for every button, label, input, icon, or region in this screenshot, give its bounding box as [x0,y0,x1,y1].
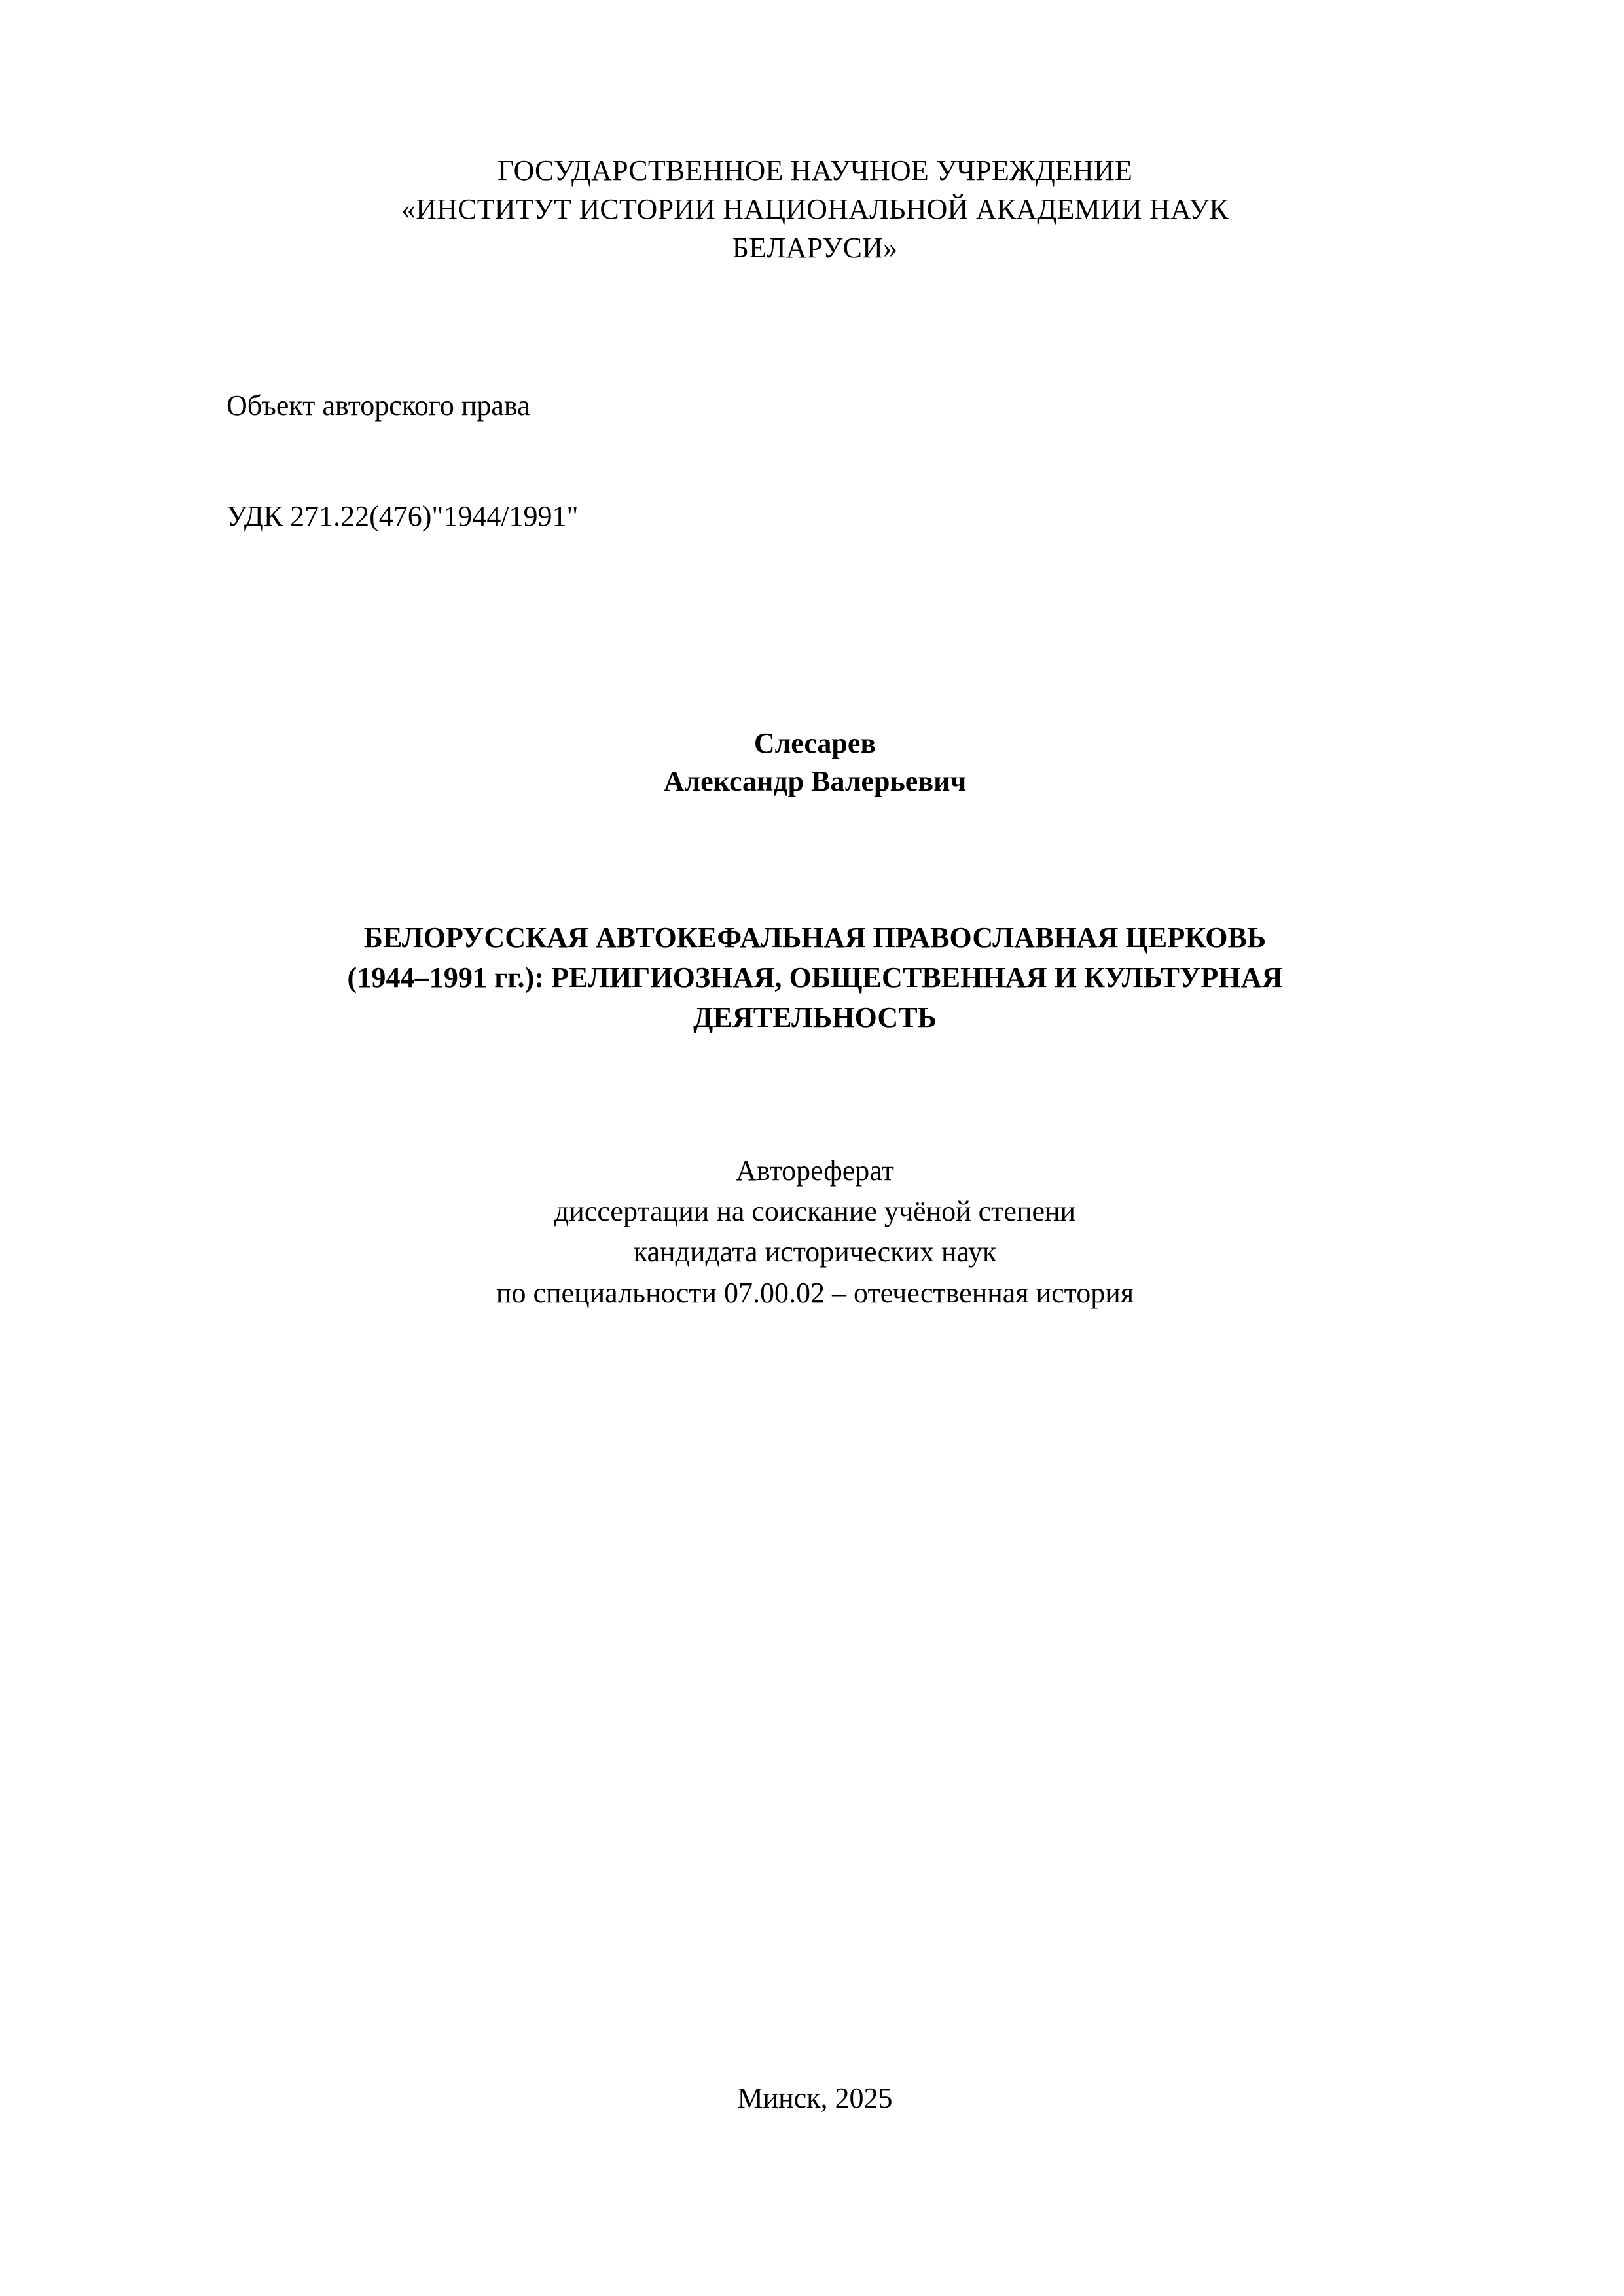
page-content [223,0,1407,1314]
author-given-names: Александр Валерьевич [663,765,967,798]
title-line-3: ДЕЯТЕЛЬНОСТЬ [693,1001,937,1033]
subtitle-line-2: диссертации на соискание учёной степени [554,1195,1076,1228]
author-surname: Слесарев [753,727,876,760]
copyright-notice: Объект авторского права [226,389,530,422]
title-line-2: (1944–1991 гг.): РЕЛИГИОЗНАЯ, ОБЩЕСТВЕННАЯ И КУЛЬТУРНАЯ [347,961,1283,994]
subtitle-line-4: по специальности 07.00.02 – отечественная история [496,1276,1134,1309]
place-and-year: Минск, 2025 [737,2082,893,2114]
subtitle-block [223,1151,1407,1314]
institution-line-1: ГОСУДАРСТВЕННОЕ НАУЧНОЕ УЧРЕЖДЕНИЕ [497,154,1133,187]
author-block [223,725,1407,800]
institution-block [223,152,1407,268]
page-title [223,918,1407,1037]
institution-line-3: БЕЛАРУСИ» [732,231,898,264]
udc-code: УДК 271.22(476)"1944/1991" [226,500,579,533]
subtitle-line-3: кандидата исторических наук [633,1236,997,1268]
institution-line-2: «ИНСТИТУТ ИСТОРИИ НАЦИОНАЛЬНОЙ АКАДЕМИИ НАУК [401,192,1229,225]
subtitle-line-1: Автореферат [736,1154,894,1187]
title-line-1: БЕЛОРУССКАЯ АВТОКЕФАЛЬНАЯ ПРАВОСЛАВНАЯ ЦЕРКОВЬ [363,922,1267,954]
